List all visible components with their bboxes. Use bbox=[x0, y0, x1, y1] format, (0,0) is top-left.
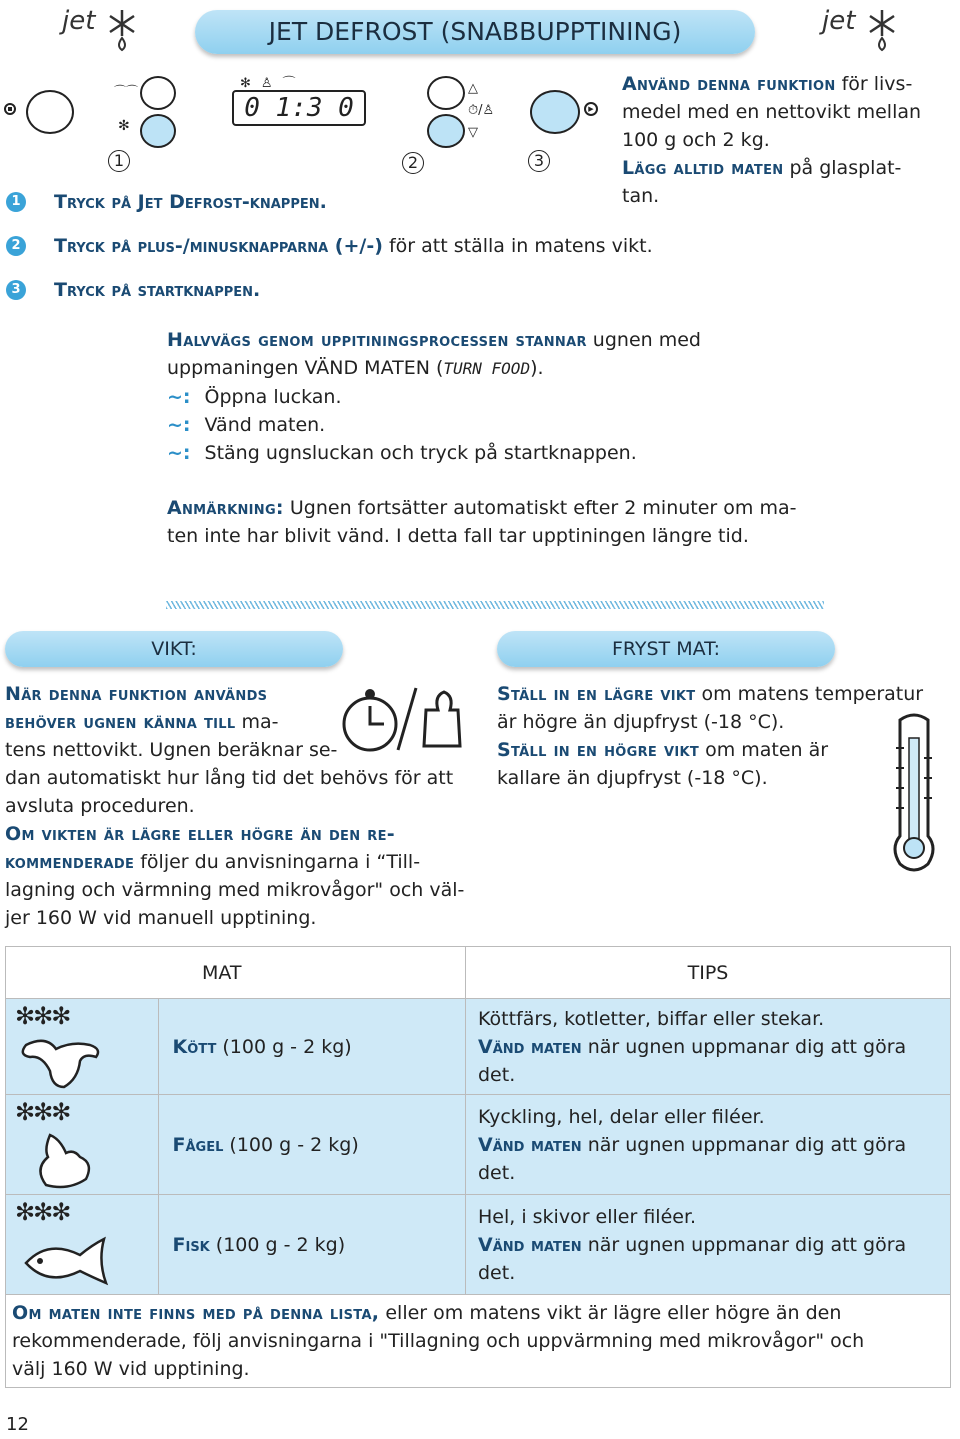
jet-logo-text: jet bbox=[822, 6, 856, 36]
minus-button[interactable] bbox=[427, 114, 465, 148]
food-name: Kött bbox=[172, 1035, 217, 1058]
vikt-text-line: följer du anvisningarna i “Till- bbox=[134, 851, 421, 873]
jet-logo-left bbox=[62, 6, 142, 52]
col-header-text: MAT bbox=[202, 961, 242, 984]
start-button[interactable] bbox=[530, 90, 580, 134]
vikt-banner bbox=[5, 631, 343, 667]
plus-minus-icons: △ ⏱/♙ ▽ bbox=[468, 81, 495, 140]
arrow-bullet-icon: ~: bbox=[167, 442, 191, 464]
footer-text: välj 160 W vid upptining. bbox=[12, 1358, 250, 1380]
grill-button[interactable] bbox=[140, 76, 176, 110]
bullet-text: Öppna luckan. bbox=[204, 386, 342, 408]
hatched-divider bbox=[166, 601, 824, 609]
stop-icon bbox=[4, 103, 16, 115]
bullet-item bbox=[167, 383, 947, 411]
step-bold: Tryck på Jet Defrost-knappen. bbox=[54, 191, 327, 213]
halfway-bold: Halvvägs genom uppitiningsprocessen stannar bbox=[167, 329, 587, 351]
step-bold: Tryck på plus-/minusknapparna (+/-) bbox=[54, 235, 383, 257]
tip-bold: Vänd maten bbox=[478, 1035, 582, 1058]
table-row bbox=[6, 1095, 951, 1195]
vikt-text-line: dan automatiskt hur lång tid det behövs för att bbox=[5, 767, 454, 789]
food-icon-cell bbox=[6, 999, 159, 1095]
bullet-item bbox=[167, 411, 947, 439]
halfway-text: ugnen med bbox=[586, 329, 701, 351]
grill-icon: ⌒⌒ bbox=[114, 84, 139, 98]
fryst-text-line: kallare än djupfryst (-18 °C). bbox=[497, 767, 768, 789]
bullet-text: Stäng ugnsluckan och tryck på startknappen. bbox=[204, 442, 637, 464]
intro-bold: Lägg alltid maten bbox=[622, 157, 784, 179]
beef-icon bbox=[16, 1035, 106, 1091]
vikt-bold: Om vikten är lägre eller högre än den re- bbox=[5, 823, 395, 845]
stop-button[interactable] bbox=[26, 90, 74, 134]
fish-icon bbox=[18, 1233, 118, 1289]
jet-logo-text: jet bbox=[62, 6, 96, 36]
page-number: 12 bbox=[6, 1414, 29, 1435]
jet-logo-right bbox=[822, 6, 902, 52]
vikt-text-line: ma- bbox=[235, 711, 279, 733]
marker-3: 3 bbox=[528, 150, 550, 172]
freeze-stars: ✻✻✻ bbox=[15, 1098, 70, 1126]
vikt-bold: kommenderade bbox=[5, 851, 135, 873]
step-2 bbox=[54, 232, 653, 260]
halfway-text: ). bbox=[530, 357, 544, 379]
intro-text-line: medel med en nettovikt mellan bbox=[622, 101, 922, 123]
freeze-stars: ✻✻✻ bbox=[15, 1198, 70, 1226]
panel-display bbox=[232, 90, 366, 126]
food-name: Fisk bbox=[172, 1233, 210, 1256]
food-name: Fågel bbox=[172, 1133, 224, 1156]
start-icon: ▶ bbox=[584, 102, 598, 116]
col-header-tips bbox=[466, 947, 951, 999]
fryst-title: FRYST MAT: bbox=[611, 638, 721, 660]
note-bold: Anmärkning: bbox=[167, 497, 284, 519]
fryst-bold: Ställ in en lägre vikt bbox=[497, 683, 696, 705]
table-row bbox=[6, 1195, 951, 1295]
defrost-icon: ✻ bbox=[118, 118, 130, 134]
footer-text: eller om matens vikt är lägre eller högre än den bbox=[379, 1302, 842, 1324]
step-bold: Tryck på startknappen. bbox=[54, 279, 261, 301]
turn-food-code: TURN FOOD bbox=[443, 359, 531, 378]
intro-text-line: för livs- bbox=[835, 73, 913, 95]
vikt-bold: När denna funktion används bbox=[5, 683, 268, 705]
food-icon-cell bbox=[6, 1095, 159, 1195]
freeze-stars: ✻✻✻ bbox=[15, 1002, 70, 1030]
tip-text: när ugnen uppmanar dig att göra det. bbox=[478, 1035, 907, 1086]
fryst-text-line: om matens temperatur bbox=[695, 683, 924, 705]
page-title-banner bbox=[195, 10, 755, 54]
step-text: för att ställa in matens vikt. bbox=[382, 235, 653, 257]
step-number: 1 bbox=[6, 192, 26, 212]
col-header-mat bbox=[158, 947, 466, 999]
vikt-title: VIKT: bbox=[151, 638, 197, 660]
fryst-banner bbox=[497, 631, 835, 667]
step-number: 2 bbox=[6, 236, 26, 256]
vikt-text-line: avsluta proceduren. bbox=[5, 795, 195, 817]
snowflake-drop-icon bbox=[864, 6, 900, 52]
footer-text: rekommenderade, följ anvisningarna i "Tillagning och uppvärmning med mikrovågor" och bbox=[12, 1330, 865, 1352]
food-icon-cell bbox=[6, 1195, 159, 1295]
display-time: 0 1:3 0 bbox=[244, 93, 354, 123]
poultry-icon bbox=[20, 1129, 110, 1191]
fryst-text-line: om maten är bbox=[699, 739, 829, 761]
note-text: Ugnen fortsätter automatiskt efter 2 minuter om ma- bbox=[283, 497, 797, 519]
col-header-text: TIPS bbox=[687, 961, 729, 984]
step-number: 3 bbox=[6, 280, 26, 300]
tip-bold: Vänd maten bbox=[478, 1133, 582, 1156]
jet-defrost-button[interactable] bbox=[140, 114, 176, 148]
tip-text: Kyckling, hel, delar eller filéer. bbox=[478, 1105, 765, 1128]
intro-text bbox=[622, 70, 958, 210]
table-row bbox=[6, 999, 951, 1095]
marker-2: 2 bbox=[402, 152, 424, 174]
note-section bbox=[167, 494, 947, 550]
food-weight: (100 g - 2 kg) bbox=[209, 1233, 346, 1256]
vikt-text bbox=[5, 680, 465, 932]
tip-text: när ugnen uppmanar dig att göra det. bbox=[478, 1133, 907, 1184]
food-weight: (100 g - 2 kg) bbox=[216, 1035, 352, 1058]
thermometer-icon bbox=[874, 708, 954, 878]
bullet-item bbox=[167, 439, 947, 467]
intro-bold: Använd denna funktion bbox=[622, 73, 836, 95]
intro-text-line: 100 g och 2 kg. bbox=[622, 129, 770, 151]
halfway-text: uppmaningen VÄND MATEN ( bbox=[167, 357, 444, 379]
panel-display-icons: ✻♙⌒ bbox=[240, 76, 306, 91]
arrow-bullet-icon: ~: bbox=[167, 386, 191, 408]
tip-text: Köttfärs, kotletter, biffar eller stekar. bbox=[478, 1007, 825, 1030]
plus-button[interactable] bbox=[427, 76, 465, 110]
vikt-text-line: jer 160 W vid manuell upptining. bbox=[5, 907, 317, 929]
note-text: ten inte har blivit vänd. I detta fall tar upptiningen längre tid. bbox=[167, 525, 749, 547]
page-title: JET DEFROST (SNABBUPPTINING) bbox=[268, 17, 682, 46]
vikt-text-line: tens nettovikt. Ugnen beräknar se- bbox=[5, 739, 338, 761]
bullet-text: Vänd maten. bbox=[204, 414, 326, 436]
marker-1: 1 bbox=[108, 150, 130, 172]
tip-text: när ugnen uppmanar dig att göra det. bbox=[478, 1233, 907, 1284]
intro-text-line: på glasplat- bbox=[783, 157, 902, 179]
table-footer-row bbox=[6, 1295, 951, 1388]
vikt-text-line: lagning och värmning med mikrovågor" och väl- bbox=[5, 879, 465, 901]
intro-text-line: tan. bbox=[622, 185, 660, 207]
arrow-bullet-icon: ~: bbox=[167, 414, 191, 436]
footer-bold: Om maten inte finns med på denna lista, bbox=[12, 1302, 380, 1324]
vikt-bold: behöver ugnen känna till bbox=[5, 711, 236, 733]
food-table bbox=[5, 946, 951, 1388]
tip-bold: Vänd maten bbox=[478, 1233, 582, 1256]
halfway-section bbox=[167, 326, 947, 467]
fryst-bold: Ställ in en högre vikt bbox=[497, 739, 700, 761]
step-3 bbox=[54, 276, 260, 304]
fryst-text-line: är högre än djupfryst (-18 °C). bbox=[497, 711, 785, 733]
snowflake-drop-icon bbox=[104, 6, 140, 52]
tip-text: Hel, i skivor eller filéer. bbox=[478, 1205, 697, 1228]
food-weight: (100 g - 2 kg) bbox=[223, 1133, 359, 1156]
step-1 bbox=[54, 188, 327, 216]
